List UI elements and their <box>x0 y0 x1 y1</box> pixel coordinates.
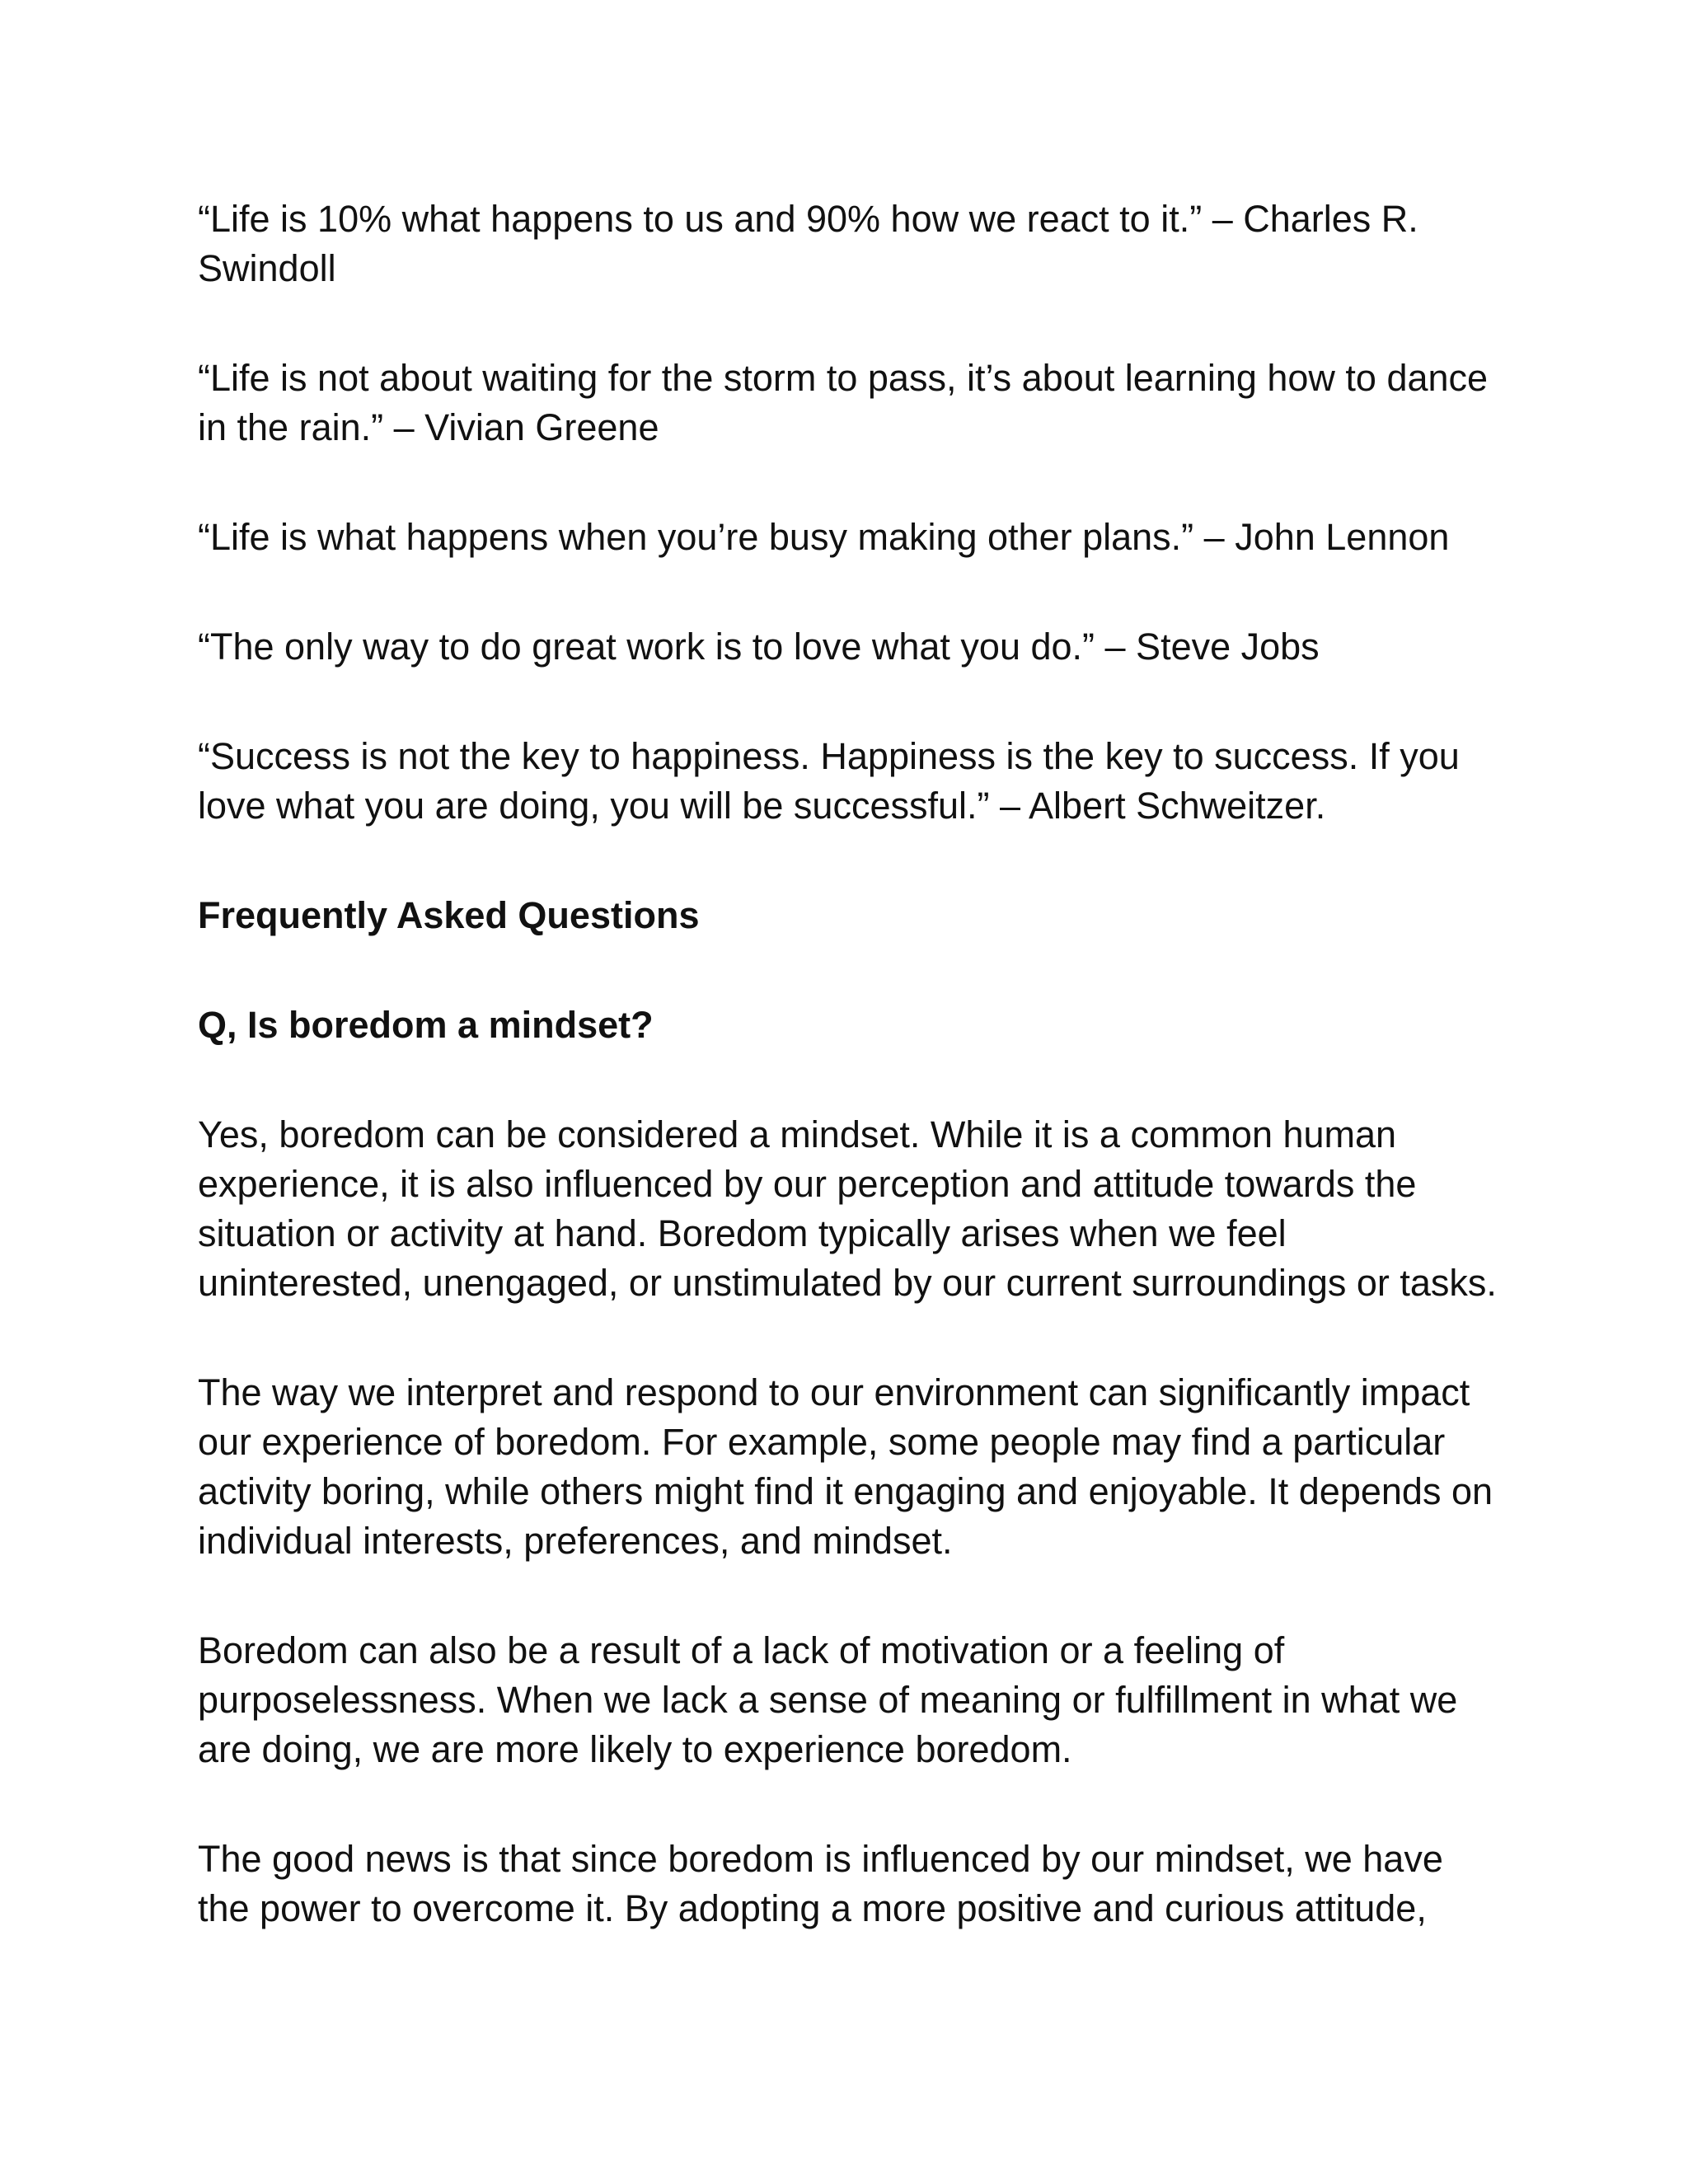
faq-question: Q, Is boredom a mindset? <box>198 1004 654 1046</box>
answer-paragraph: Boredom can also be a result of a lack of motivation or a feeling of purposelessness. When we lack a sense of meaning or fulfillment in what we are doing, we are more likely to experience boredom. <box>198 1629 1458 1770</box>
quote-paragraph: “The only way to do great work is to love what you do.” – Steve Jobs <box>198 626 1320 668</box>
answer-paragraph: The good news is that since boredom is influenced by our mindset, we have the power to overcome it. By adopting a more positive and curious attitude, <box>198 1838 1443 1929</box>
quote-paragraph: “Success is not the key to happiness. Happiness is the key to success. If you love what you are doing, you will be successful.” – Albert Schweitzer. <box>198 735 1460 827</box>
answer-paragraph: The way we interpret and respond to our environment can significantly impact our experience of boredom. For example, some people may find a particular activity boring, while others might find it engaging and enjoyable. It depends on individual interests, preferences, and mindset. <box>198 1371 1493 1562</box>
quote-paragraph: “Life is 10% what happens to us and 90% how we react to it.” – Charles R. Swindoll <box>198 198 1418 289</box>
document-page <box>198 194 1500 1994</box>
faq-heading: Frequently Asked Questions <box>198 894 700 936</box>
quote-paragraph: “Life is not about waiting for the storm to pass, it’s about learning how to dance in the rain.” – Vivian Greene <box>198 357 1489 448</box>
answer-paragraph: Yes, boredom can be considered a mindset. While it is a common human experience, it is also influenced by our perception and attitude towards the situation or activity at hand. Boredom typically arises when we feel uninterested, unengaged, or unstimulated by our current surroundings or tasks. <box>198 1113 1497 1304</box>
quote-paragraph: “Life is what happens when you’re busy making other plans.” – John Lennon <box>198 516 1450 558</box>
